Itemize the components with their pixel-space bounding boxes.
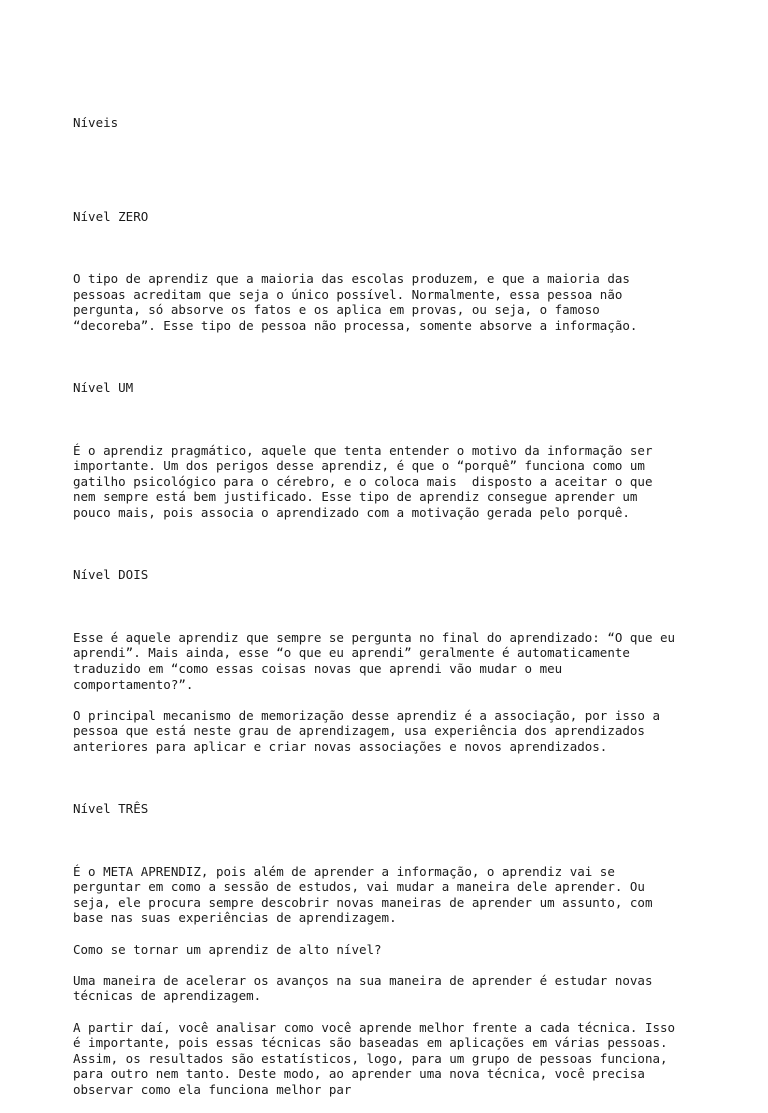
text-line: perguntar em como a sessão de estudos, vai mudar a maneira dele aprender. Ou: [73, 879, 645, 895]
text-line: Como se tornar um aprendiz de alto nível?: [73, 941, 382, 957]
paragraph-nivel-tres: [73, 864, 703, 926]
text-line: técnicas de aprendizagem.: [73, 988, 262, 1004]
text-line: para outro nem tanto. Deste modo, ao aprender uma nova técnica, você precisa: [73, 1066, 645, 1082]
heading-nivel-zero: [73, 178, 703, 256]
text-line: seja, ele procura sempre descobrir novas maneiras de aprender um assunto, com: [73, 894, 653, 910]
paragraph-acelerar: [73, 973, 703, 1004]
heading-nivel-dois: [73, 536, 703, 614]
text-line: Assim, os resultados são estatísticos, logo, para um grupo de pessoas funciona,: [73, 1050, 668, 1066]
text-line: pessoas acreditam que seja o único possível. Normalmente, essa pessoa não: [73, 286, 623, 302]
text-line: Esse é aquele aprendiz que sempre se pergunta no final do aprendizado: “O que eu: [73, 629, 676, 645]
paragraph-question: [73, 942, 703, 958]
paragraph-a-partir: [73, 1020, 703, 1098]
paragraph-nivel-zero: [73, 271, 703, 333]
text-line: pessoa que está neste grau de aprendizagem, usa experiência dos aprendizados: [73, 723, 645, 739]
text-line: base nas suas experiências de aprendizagem.: [73, 910, 397, 926]
text-line: Nível DOIS: [73, 567, 149, 583]
document-page: [73, 84, 703, 1113]
text-line: é importante, pois essas técnicas são baseadas em aplicações em várias pessoas.: [73, 1035, 668, 1051]
heading-nivel-um: [73, 349, 703, 427]
text-line: Nível TRÊS: [73, 801, 149, 817]
text-line: observar como ela funciona melhor par: [73, 1082, 352, 1097]
text-line: É o META APRENDIZ, pois além de aprender a informação, o aprendiz vai se: [73, 863, 615, 879]
paragraph-nivel-dois-1: [73, 630, 703, 692]
text-line: traduzido em “como essas coisas novas que aprendi vão mudar o meu: [73, 660, 563, 676]
text-line: pouco mais, pois associa o aprendizado com a motivação gerada pelo porquê.: [73, 505, 630, 521]
heading-niveis: [73, 84, 703, 162]
text-line: Nível ZERO: [73, 208, 149, 224]
text-line: nem sempre está bem justificado. Esse tipo de aprendiz consegue aprender um: [73, 489, 638, 505]
text-line: gatilho psicológico para o cérebro, e o coloca mais disposto a aceitar o que: [73, 473, 653, 489]
heading-nivel-tres: [73, 770, 703, 848]
text-line: O principal mecanismo de memorização desse aprendiz é a associação, por isso a: [73, 707, 660, 723]
text-line: “decoreba”. Esse tipo de pessoa não processa, somente absorve a informação.: [73, 317, 638, 333]
paragraph-nivel-dois-2: [73, 708, 703, 755]
text-line: importante. Um dos perigos desse aprendiz, é que o “porquê” funciona como um: [73, 458, 645, 474]
text-line: anteriores para aplicar e criar novas associações e novos aprendizados.: [73, 738, 608, 754]
text-line: aprendi”. Mais ainda, esse “o que eu aprendi” geralmente é automaticamente: [73, 645, 630, 661]
text-line: O tipo de aprendiz que a maioria das escolas produzem, e que a maioria das: [73, 271, 630, 287]
text-line: Uma maneira de acelerar os avanços na sua maneira de aprender é estudar novas: [73, 972, 653, 988]
paragraph-nivel-um: [73, 443, 703, 521]
text-line: comportamento?”.: [73, 676, 194, 692]
text-line: Nível UM: [73, 380, 134, 396]
text-line: Níveis: [73, 115, 119, 131]
text-line: pergunta, só absorve os fatos e os aplica em provas, ou seja, o famoso: [73, 302, 600, 318]
text-line: É o aprendiz pragmático, aquele que tenta entender o motivo da informação ser: [73, 442, 653, 458]
text-line: A partir daí, você analisar como você aprende melhor frente a cada técnica. Isso: [73, 1019, 676, 1035]
